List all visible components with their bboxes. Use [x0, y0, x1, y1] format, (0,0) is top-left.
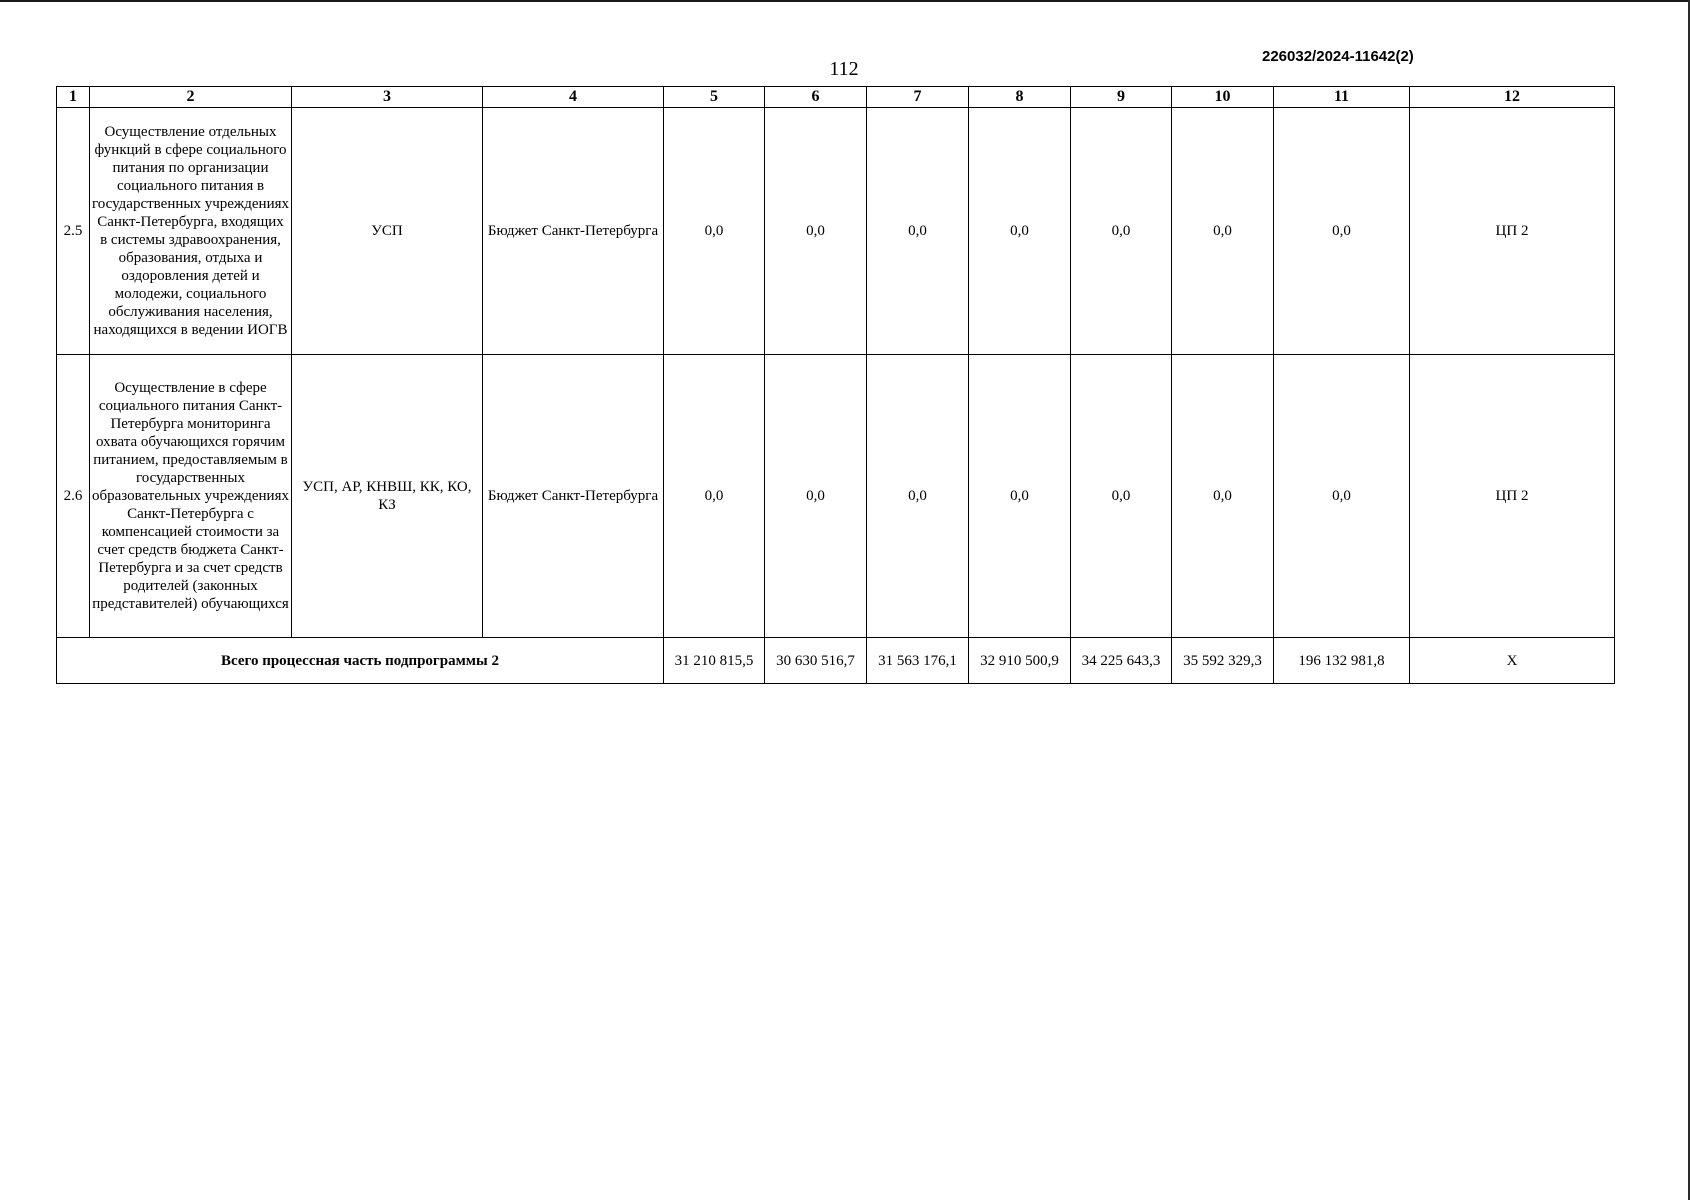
- row-value: 0,0: [1172, 355, 1274, 638]
- row-funding-source: Бюджет Санкт-Петербурга: [483, 355, 664, 638]
- budget-table: [56, 86, 1615, 684]
- total-value: 34 225 643,3: [1071, 638, 1172, 684]
- row-value: 0,0: [867, 108, 969, 355]
- row-value: 0,0: [664, 108, 765, 355]
- row-description: Осуществление отдельных функций в сфере социального питания по организации социального питания в государственных учреждениях Санкт-Петербурга, входящих в системы здравоохранения, образования, отдыха и оздоровления детей и молодежи, социального обслуживания населения, находящихся в ведении ИОГВ: [90, 108, 292, 355]
- row-value: 0,0: [1071, 355, 1172, 638]
- total-value: 196 132 981,8: [1274, 638, 1410, 684]
- column-header: 8: [969, 87, 1071, 108]
- total-indicator: Х: [1410, 638, 1615, 684]
- total-value: 31 210 815,5: [664, 638, 765, 684]
- table-row: [57, 108, 1615, 355]
- page-number: 112: [829, 58, 859, 80]
- total-value: 30 630 516,7: [765, 638, 867, 684]
- total-value: 32 910 500,9: [969, 638, 1071, 684]
- column-header: 11: [1274, 87, 1410, 108]
- row-indicator: ЦП 2: [1410, 355, 1615, 638]
- row-value: 0,0: [664, 355, 765, 638]
- column-header: 12: [1410, 87, 1615, 108]
- column-header: 3: [292, 87, 483, 108]
- row-value: 0,0: [1274, 355, 1410, 638]
- column-header: 10: [1172, 87, 1274, 108]
- row-funding-source: Бюджет Санкт-Петербурга: [483, 108, 664, 355]
- total-value: 31 563 176,1: [867, 638, 969, 684]
- row-value: 0,0: [969, 108, 1071, 355]
- row-value: 0,0: [1172, 108, 1274, 355]
- table-row: [57, 355, 1615, 638]
- row-executor: УСП, АР, КНВШ, КК, КО, КЗ: [292, 355, 483, 638]
- row-value: 0,0: [1071, 108, 1172, 355]
- column-header: 7: [867, 87, 969, 108]
- total-value: 35 592 329,3: [1172, 638, 1274, 684]
- row-value: 0,0: [765, 355, 867, 638]
- scan-edge-top: [0, 0, 1690, 2]
- total-label: Всего процессная часть подпрограммы 2: [57, 638, 664, 684]
- row-executor: УСП: [292, 108, 483, 355]
- row-number: 2.6: [57, 355, 90, 638]
- column-header: 4: [483, 87, 664, 108]
- column-header: 6: [765, 87, 867, 108]
- row-value: 0,0: [765, 108, 867, 355]
- column-header: 1: [57, 87, 90, 108]
- row-number: 2.5: [57, 108, 90, 355]
- total-row: [57, 638, 1615, 684]
- row-value: 0,0: [969, 355, 1071, 638]
- table-header-row: [57, 87, 1615, 108]
- row-value: 0,0: [867, 355, 969, 638]
- column-header: 9: [1071, 87, 1172, 108]
- row-description: Осуществление в сфере социального питания Санкт-Петербурга мониторинга охвата обучающихся горячим питанием, предоставляемым в государственных образовательных учреждениях Санкт-Петербурга с компенсацией стоимости за счет средств бюджета Санкт-Петербурга и за счет средств родителей (законных представителей) обучающихся: [90, 355, 292, 638]
- column-header: 2: [90, 87, 292, 108]
- column-header: 5: [664, 87, 765, 108]
- document-id: 226032/2024-11642(2): [1262, 48, 1414, 65]
- row-value: 0,0: [1274, 108, 1410, 355]
- row-indicator: ЦП 2: [1410, 108, 1615, 355]
